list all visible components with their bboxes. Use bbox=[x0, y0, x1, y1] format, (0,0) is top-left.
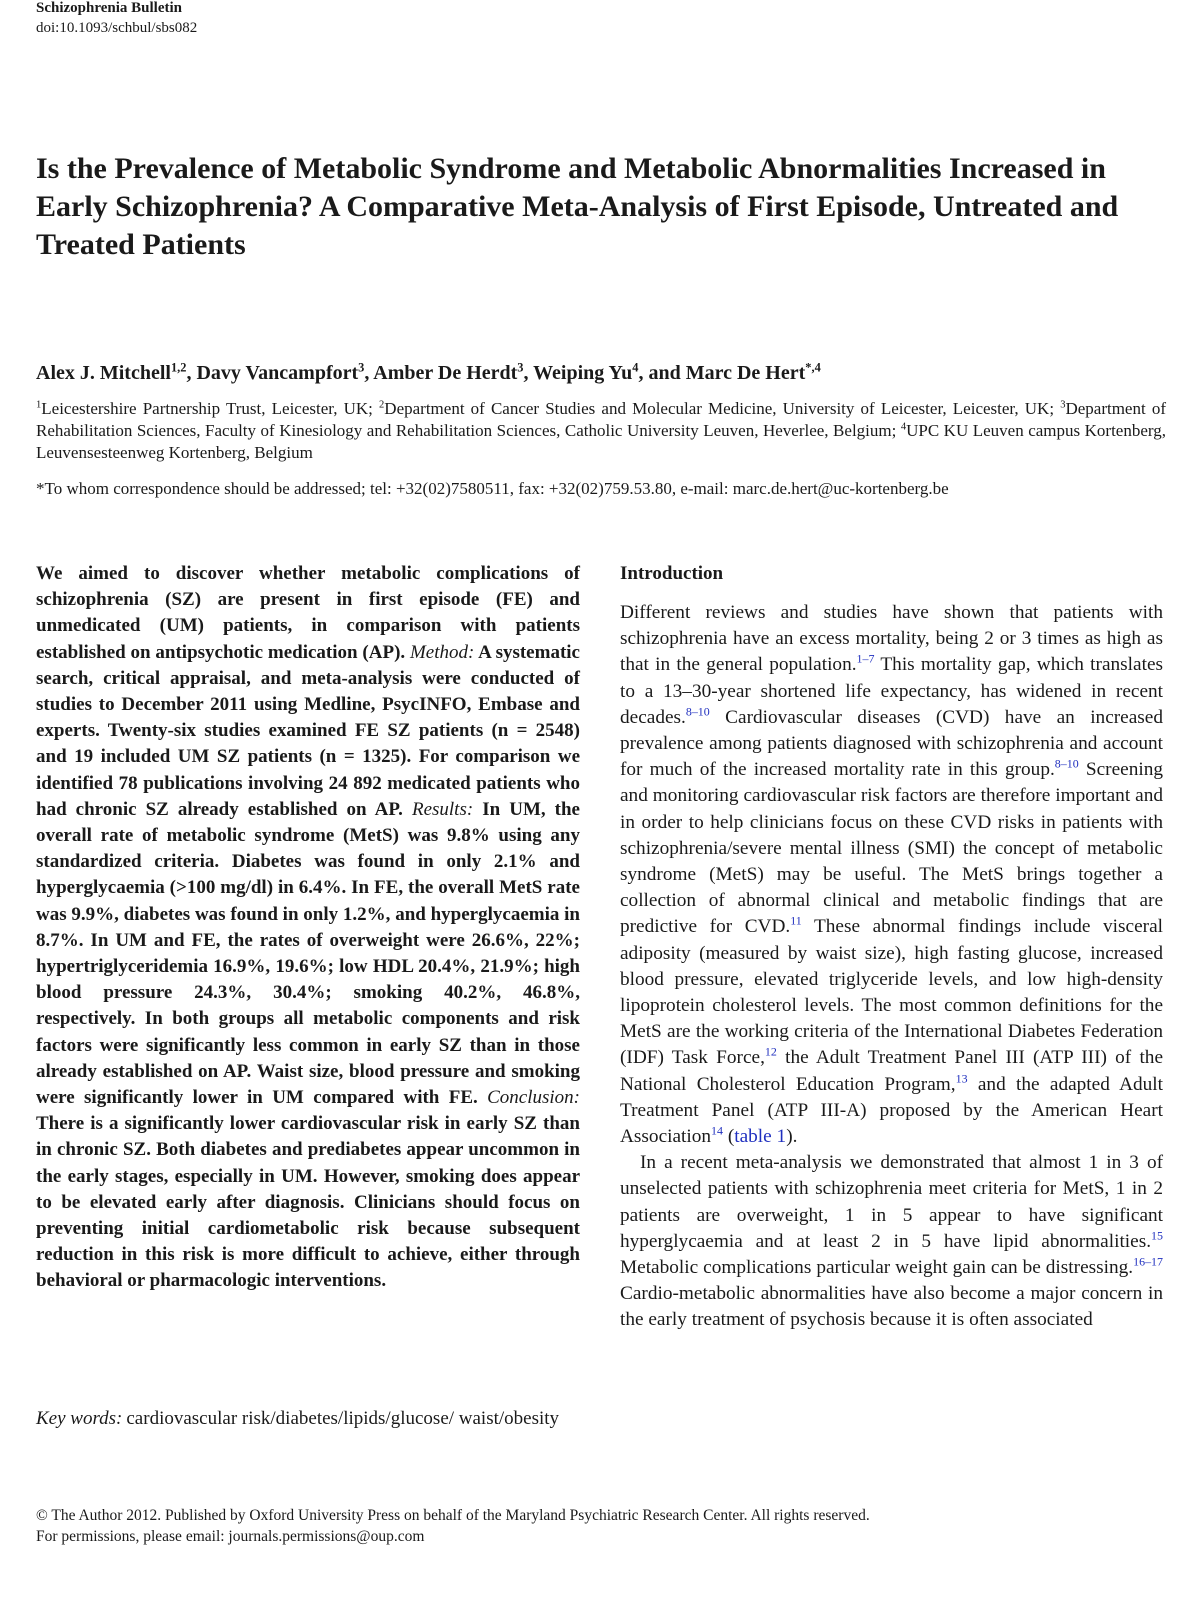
table-link[interactable]: table 1 bbox=[734, 1126, 787, 1148]
author-affil-sup: 3 bbox=[517, 360, 524, 375]
intro-text: In a recent meta-analysis we demonstrated that almost 1 in 3 of unselected patients with schizophrenia meet criteria for MetS, 1 in 2 patients are overweight, 1 in 5 appear to have significant hyperglycaemia and at least 2 in 5 have lipid abnormalities. bbox=[620, 1152, 1163, 1252]
author-separator: , bbox=[523, 362, 534, 384]
abstract-conclusion: There is a significantly lower cardiovascular risk in early SZ than in chronic SZ. Both diabetes and prediabetes appear uncommon in the early stages, especially in UM. However, smoking does appear to be elevated early after diagnosis. Clinicians should focus on preventing initial cardiometabolic risk because subsequent reduction in this risk is more difficult to achieve, either through behavioral or pharmacologic interventions. bbox=[36, 1113, 580, 1292]
author-affil-sup: 1,2 bbox=[170, 360, 187, 375]
author-name: Alex J. Mitchell bbox=[36, 362, 171, 384]
affiliation-number: 3 bbox=[1060, 399, 1066, 411]
intro-paragraph-2 bbox=[620, 1150, 1163, 1333]
author-separator: , bbox=[364, 362, 374, 384]
abstract-method-label: Method: bbox=[409, 641, 475, 663]
affiliation-text: Leicestershire Partnership Trust, Leicester, UK; bbox=[41, 399, 380, 418]
intro-text: These abnormal findings include visceral adiposity (measured by waist size), high fasting glucose, increased blood pressure, elevated triglyceride levels, and low high-density lipoprotein cholesterol levels. The most common definitions for the MetS are the working criteria of the International Diabetes Federation (IDF) Task Force, bbox=[620, 916, 1163, 1069]
author-name: Amber De Herdt bbox=[373, 362, 518, 384]
intro-text: Different reviews and studies have shown that patients with schizophrenia have an excess mortality, being 2 or 3 times as high as that in the general population. bbox=[620, 602, 1163, 676]
citation-link[interactable]: 13 bbox=[955, 1071, 968, 1086]
intro-text: Cardiovascular diseases (CVD) have an increased prevalence among patients diagnosed with schizophrenia and account for much of the increased mortality rate in this group. bbox=[620, 706, 1163, 781]
intro-text: the Adult Treatment Panel III (ATP III) of the National Cholesterol Education Program, bbox=[620, 1047, 1164, 1095]
intro-text: Metabolic complications particular weight gain can be distressing. bbox=[620, 1257, 1134, 1279]
intro-paragraph-1 bbox=[620, 600, 1163, 1150]
intro-text: ). bbox=[786, 1126, 798, 1148]
author-affil-sup: 3 bbox=[358, 360, 365, 375]
section-heading-introduction: Introduction bbox=[620, 563, 724, 584]
journal-name: Schizophrenia Bulletin bbox=[36, 0, 183, 16]
abstract bbox=[36, 561, 580, 1295]
doi: doi:10.1093/schbul/sbs082 bbox=[36, 20, 198, 36]
citation-link[interactable]: 8–10 bbox=[1054, 756, 1079, 771]
author-name: Davy Vancampfort bbox=[196, 362, 359, 384]
affiliation-text: UPC KU Leuven campus Kortenberg, Leuvensesteenweg Kortenberg, Belgium bbox=[36, 421, 1166, 462]
citation-link[interactable]: 16–17 bbox=[1133, 1254, 1163, 1269]
abstract-results: In UM, the overall rate of metabolic syndrome (MetS) was 9.8% using any standardized criteria. Diabetes was found in only 2.1% and hyperglycaemia (>100 mg/dl) in 6.4%. In FE, the overall MetS rate was 9.9%, diabetes was found in only 1.2%, and hyperglycaemia in 8.7%. In UM and FE, the rates of overweight were 26.6%, 22%; hypertriglyceridemia 16.9%, 19.6%; low HDL 20.4%, 21.9%; high blood pressure 24.3%, 30.4%; smoking 40.2%, 46.8%, respectively. In both groups all metabolic components and risk factors were significantly less common in early SZ than in those already established on AP. Waist size, blood pressure and smoking were significantly lower in UM compared with FE. bbox=[36, 798, 580, 1109]
author-name: Weiping Yu bbox=[533, 362, 633, 384]
author-affil-sup: *,4 bbox=[805, 360, 821, 375]
keywords bbox=[36, 1406, 580, 1432]
keywords-text: cardiovascular risk/diabetes/lipids/glucose/ waist/obesity bbox=[126, 1408, 560, 1429]
author-separator: , bbox=[186, 362, 197, 384]
keywords-label: Key words: bbox=[36, 1408, 123, 1429]
citation-link[interactable]: 1–7 bbox=[856, 651, 875, 666]
affiliations bbox=[36, 398, 1166, 464]
abstract-conclusion-label: Conclusion: bbox=[487, 1087, 580, 1109]
citation-link[interactable]: 11 bbox=[790, 914, 802, 929]
affiliation-number: 1 bbox=[36, 399, 42, 411]
author-affil-sup: 4 bbox=[632, 360, 639, 375]
intro-text: Screening and monitoring cardiovascular risk factors are therefore important and in order to help clinicians focus on these CVD risks in patients with schizophrenia/severe mental illness (SMI) the concept of metabolic syndrome (MetS) may be useful. The MetS brings together a collection of abnormal clinical and metabolic findings that are predictive for CVD. bbox=[620, 759, 1164, 938]
abstract-method: A systematic search, critical appraisal, and meta-analysis were conducted of studies to December 2011 using Medline, PsycINFO, Embase and experts. Twenty-six studies examined FE SZ patients (n = 2548) and 19 included UM SZ patients (n = 1325). For comparison we identified 78 publications involving 24 892 medicated patients who had chronic SZ already established on AP. bbox=[36, 641, 580, 820]
intro-text: ( bbox=[723, 1126, 735, 1148]
affiliation-text: Department of Rehabilitation Sciences, Faculty of Kinesiology and Rehabilitation Sciences, Catholic University Leuven, Heverlee, Belgium; bbox=[36, 399, 1166, 440]
article-title: Is the Prevalence of Metabolic Syndrome and Metabolic Abnormalities Increased in Early Schizophrenia? A Comparative Meta-Analysis of First Episode, Untreated and Treated Patients bbox=[36, 152, 1119, 261]
intro-text: This mortality gap, which translates to a 13–30-year shortened life expectancy, has widened in recent decades. bbox=[620, 654, 1163, 728]
copyright-notice: © The Author 2012. Published by Oxford University Press on behalf of the Maryland Psychiatric Research Center. All rights reserved. bbox=[36, 1507, 870, 1524]
author-name: Marc De Hert bbox=[685, 362, 806, 384]
intro-text: Cardio-metabolic abnormalities have also become a major concern in the early treatment of psychosis because it is often associated bbox=[620, 1283, 1163, 1331]
abstract-results-label: Results: bbox=[411, 798, 474, 820]
citation-link[interactable]: 14 bbox=[711, 1123, 723, 1138]
correspondence-note: *To whom correspondence should be addressed; tel: +32(02)7580511, fax: +32(02)759.53.80, e-mail: marc.de.hert@uc-kortenberg.be bbox=[36, 479, 949, 498]
author-separator: , and bbox=[638, 362, 686, 384]
permissions-notice: For permissions, please email: journals.permissions@oup.com bbox=[36, 1528, 425, 1545]
author-list bbox=[36, 360, 1171, 386]
citation-link[interactable]: 15 bbox=[1151, 1228, 1163, 1243]
affiliation-text: Department of Cancer Studies and Molecular Medicine, University of Leicester, Leicester, UK; bbox=[384, 399, 1061, 418]
abstract-intro: We aimed to discover whether metabolic complications of schizophrenia (SZ) are present in first episode (FE) and unmedicated (UM) patients, in comparison with patients established on antipsychotic medication (AP). bbox=[36, 563, 580, 663]
citation-link[interactable]: 12 bbox=[764, 1045, 777, 1060]
affiliation-number: 4 bbox=[900, 421, 907, 433]
intro-text: and the adapted Adult Treatment Panel (ATP III-A) proposed by the American Heart Association bbox=[620, 1073, 1164, 1148]
introduction-body bbox=[620, 600, 1163, 1334]
citation-link[interactable]: 8–10 bbox=[685, 704, 710, 719]
affiliation-number: 2 bbox=[379, 399, 385, 411]
